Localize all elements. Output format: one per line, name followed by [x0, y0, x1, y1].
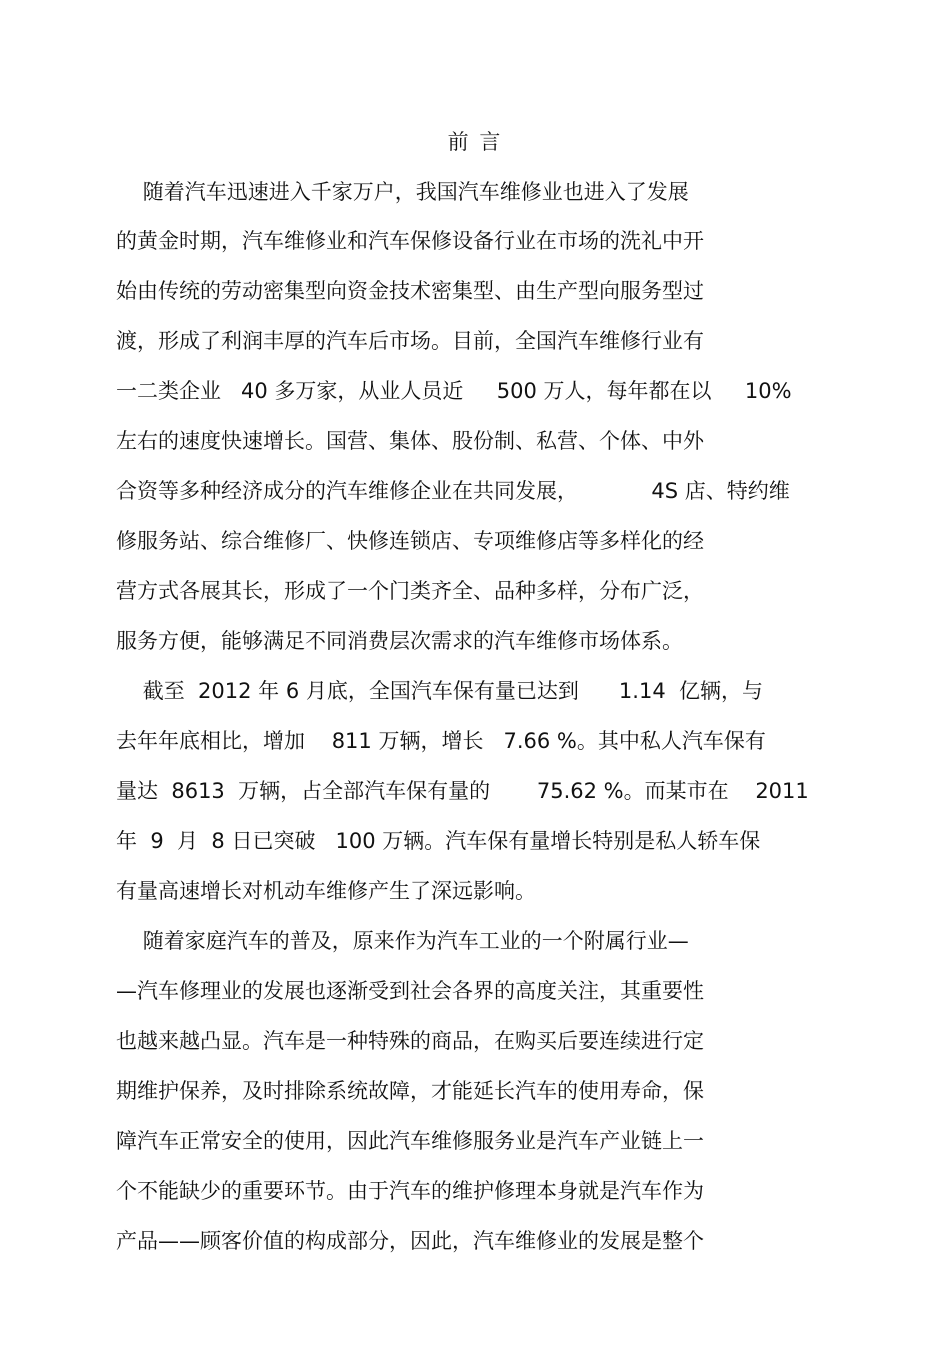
- text-line: 年 9 月 8 日已突破 100 万辆。汽车保有量增长特别是私人轿车保: [116, 829, 761, 853]
- text-line: 左右的速度快速增长。国营、集体、股份制、私营、个体、中外: [116, 429, 704, 453]
- text-line: 截至 2012 年 6 月底，全国汽车保有量已达到 1.14 亿辆，与: [116, 679, 764, 703]
- text-line: 期维护保养，及时排除系统故障，才能延长汽车的使用寿命，保: [116, 1079, 704, 1103]
- text-line: 随着汽车迅速进入千家万户，我国汽车维修业也进入了发展: [116, 180, 689, 204]
- text-line: —汽车修理业的发展也逐渐受到社会各界的高度关注，其重要性: [116, 979, 704, 1003]
- text-line: 的黄金时期，汽车维修业和汽车保修设备行业在市场的洗礼中开: [116, 229, 704, 253]
- text-line: 个不能缺少的重要环节。由于汽车的维护修理本身就是汽车作为: [116, 1179, 704, 1203]
- text-line: 一二类企业 40 多万家，从业人员近 500 万人，每年都在以 10%: [116, 379, 792, 403]
- text-line: 合资等多种经济成分的汽车维修企业在共同发展， 4S 店、特约维: [116, 479, 790, 503]
- text-line: 营方式各展其长，形成了一个门类齐全、品种多样，分布广泛，: [116, 579, 704, 603]
- page-title: 前 言: [447, 130, 503, 154]
- text-line: 障汽车正常安全的使用，因此汽车维修服务业是汽车产业链上一: [116, 1129, 704, 1153]
- text-line: 随着家庭汽车的普及，原来作为汽车工业的一个附属行业—: [116, 929, 689, 953]
- text-line: 渡，形成了利润丰厚的汽车后市场。目前，全国汽车维修行业有: [116, 329, 704, 353]
- text-line: 修服务站、综合维修厂、快修连锁店、专项维修店等多样化的经: [116, 529, 704, 553]
- text-line: 量达 8613 万辆，占全部汽车保有量的 75.62 %。而某市在 2011: [116, 779, 809, 803]
- text-line: 产品——顾客价值的构成部分，因此，汽车维修业的发展是整个: [116, 1229, 704, 1253]
- text-line: 始由传统的劳动密集型向资金技术密集型、由生产型向服务型过: [116, 279, 704, 303]
- text-line: 有量高速增长对机动车维修产生了深远影响。: [116, 879, 536, 903]
- text-line: 去年年底相比，增加 811 万辆，增长 7.66 %。其中私人汽车保有: [116, 729, 766, 753]
- text-line: 也越来越凸显。汽车是一种特殊的商品，在购买后要连续进行定: [116, 1029, 704, 1053]
- text-line: 服务方便，能够满足不同消费层次需求的汽车维修市场体系。: [116, 629, 683, 653]
